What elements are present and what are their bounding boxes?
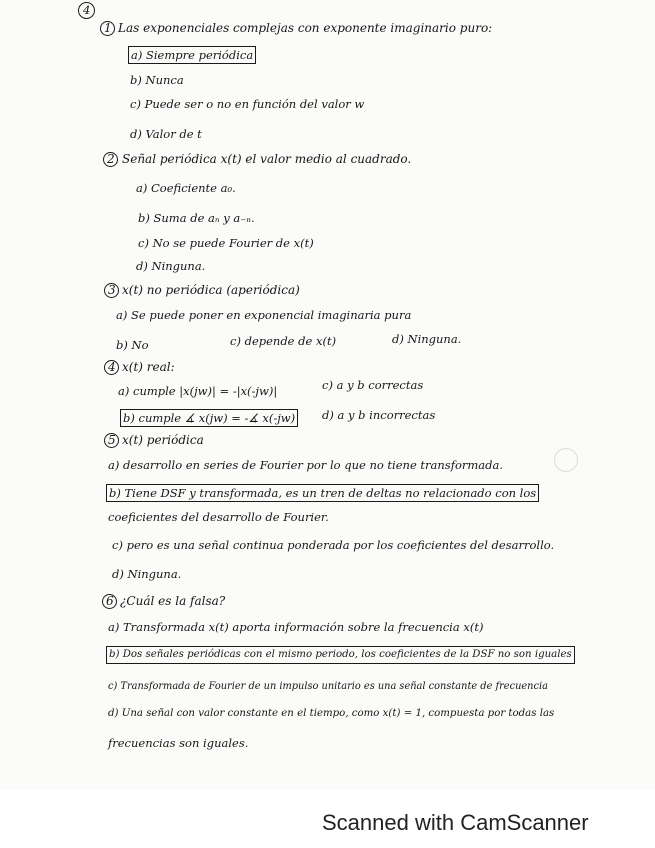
question-5-option-d: d) Ninguna. [112, 567, 182, 581]
question-3-number: 3 [108, 283, 116, 297]
question-6-number: 6 [106, 594, 114, 608]
question-5-option-c: c) pero es una señal continua ponderada por los coeficientes del desarrollo. [112, 538, 555, 552]
question-3-option-a: a) Se puede poner en exponencial imaginaria pura [116, 308, 412, 322]
camscanner-watermark: Scanned with CamScanner [322, 810, 589, 835]
question-6-prompt: ¿Cuál es la falsa? [120, 594, 226, 608]
question-2-option-b: b) Suma de aₙ y a₋ₙ. [138, 211, 255, 225]
question-5-option-b-continuation: coeficientes del desarrollo de Fourier. [108, 510, 329, 524]
question-6-option-d: d) Una señal con valor constante en el tiempo, como x(t) = 1, compuesta por todas las [108, 708, 555, 719]
question-1-option-c: c) Puede ser o no en función del valor w [130, 97, 365, 111]
question-1-option-a: a) Siempre periódica [131, 48, 254, 62]
question-1-option-b: b) Nunca [130, 73, 184, 87]
question-6-option-a: a) Transformada x(t) aporta información sobre la frecuencia x(t) [108, 620, 484, 634]
question-4-number: 4 [108, 360, 116, 374]
question-1-number: 1 [104, 21, 112, 35]
question-4-option-b: b) cumple ∡ x(jw) = -∡ x(-jw) [123, 411, 296, 425]
question-3-option-c: c) depende de x(t) [230, 334, 337, 348]
question-4-option-d: d) a y b incorrectas [322, 408, 436, 422]
question-3-option-b: b) No [116, 338, 149, 352]
question-4-option-a: a) cumple |x(jw)| = -|x(-jw)| [118, 384, 278, 398]
question-2-option-c: c) No se puede Fourier de x(t) [138, 236, 314, 250]
question-4-option-c: c) a y b correctas [322, 378, 424, 392]
faint-circle-mark [554, 448, 578, 472]
question-2-number: 2 [107, 152, 115, 166]
question-5-number: 5 [108, 433, 116, 447]
question-6-option-c: c) Transformada de Fourier de un impulso unitario es una señal constante de frecuencia [108, 681, 548, 692]
question-2-option-d: d) Ninguna. [136, 259, 206, 273]
page-number: 4 [83, 3, 91, 17]
question-2-option-a: a) Coeficiente a₀. [136, 181, 236, 195]
question-3-prompt: x(t) no periódica (aperiódica) [122, 283, 300, 297]
question-6-option-d-continuation: frecuencias son iguales. [108, 736, 249, 750]
question-4-prompt: x(t) real: [122, 360, 175, 374]
question-5-prompt: x(t) periódica [122, 433, 204, 447]
question-1-prompt: Las exponenciales complejas con exponente imaginario puro: [118, 21, 493, 35]
question-2-prompt: Señal periódica x(t) el valor medio al cuadrado. [122, 152, 412, 166]
question-5-option-a: a) desarrollo en series de Fourier por lo que no tiene transformada. [108, 458, 504, 472]
question-5-option-b: b) Tiene DSF y transformada, es un tren de deltas no relacionado con los [109, 486, 537, 500]
question-1-option-d: d) Valor de t [130, 127, 202, 141]
question-6-option-b: b) Dos señales periódicas con el mismo periodo, los coeficientes de la DSF no son iguales [109, 649, 572, 660]
question-3-option-d: d) Ninguna. [392, 332, 462, 346]
